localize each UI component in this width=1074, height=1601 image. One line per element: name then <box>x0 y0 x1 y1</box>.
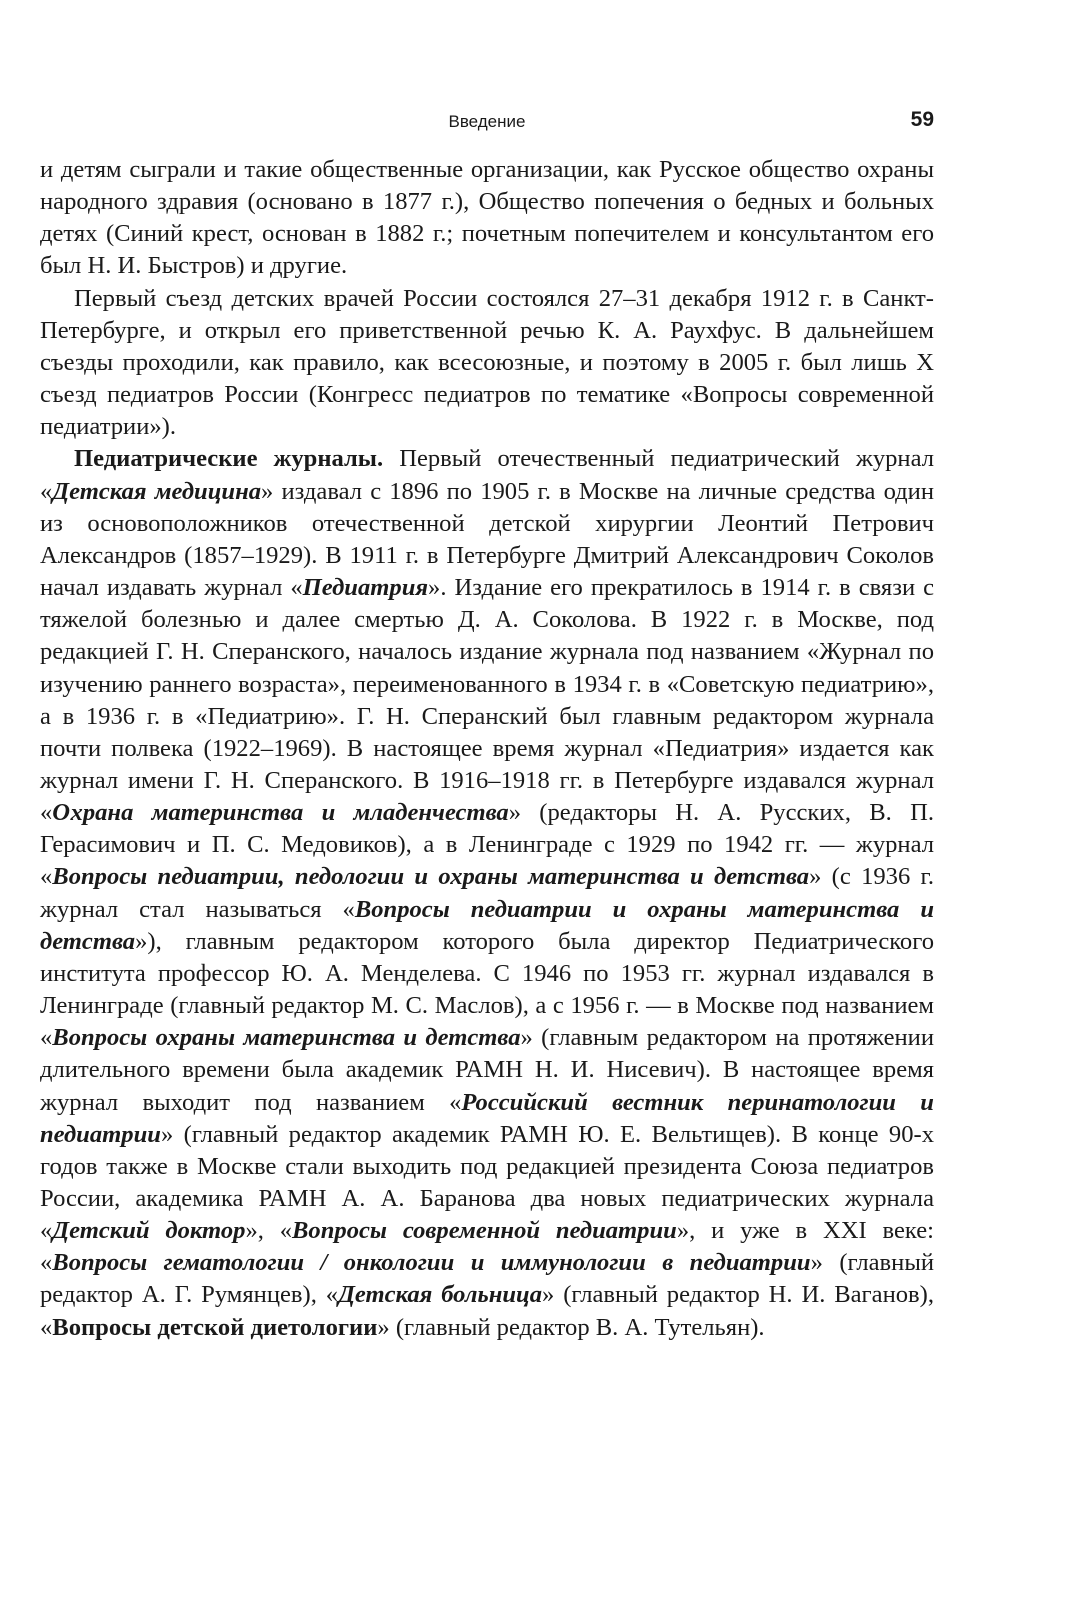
journal-title: Вопросы детской диетологии <box>52 1313 378 1341</box>
run-in-heading: Педиатрические журналы. <box>74 445 384 473</box>
journal-title: Педиатрия <box>302 574 429 602</box>
paragraph-text: » издавал с 1896 по 1905 г. в Москве на личные средства один из основоположников отечественной детской хирургии Леонтий Петрович Александров (1857–1929). В 1911 г. в Петербурге Дмитрий Александрович Соколов начал издавать журнал « <box>40 477 934 602</box>
paragraph <box>40 443 934 1343</box>
paragraph-text: » (главным редактором на протяжении длительного времени была академик РАМН Н. И. Нисевич). В настоящее время журнал выходит под названием « <box>40 1024 934 1116</box>
book-page <box>40 0 934 1601</box>
body-text <box>40 154 934 1344</box>
section-title: Введение <box>448 112 526 131</box>
journal-title: Вопросы гематологии / онкологии и иммунологии в педиатрии <box>52 1249 811 1277</box>
paragraph-text: » (с 1936 г. журнал стал называться « <box>40 863 935 923</box>
paragraph-text: » (главный редактор В. А. Тутельян). <box>377 1313 765 1341</box>
paragraph-text: »), главным редактором которого была директор Педиатрического института профессор Ю. А. Менделева. С 1946 по 1953 гг. журнал издавался в Ленинграде (главный редактор М. С. Маслов), а с 1956 г. — в Москве под названием « <box>40 927 934 1052</box>
paragraph-text: » (главный редактор академик РАМН Ю. Е. Вельтищев). В конце 90-х годов также в Москве стали выходить под редакцией президента Союза педиатров России, академика РАМН А. А. Баранова два новых педиатрических журнала « <box>40 1120 934 1245</box>
journal-title: Детская медицина <box>52 477 262 505</box>
paragraph <box>40 283 934 444</box>
journal-title: Детский доктор <box>52 1217 246 1245</box>
journal-title: Охрана материнства и младенчества <box>52 799 509 827</box>
page-number: 59 <box>910 108 934 131</box>
journal-title: Вопросы современной педиатрии <box>292 1217 677 1245</box>
journal-title: Вопросы педиатрии, педологии и охраны материнства и детства <box>52 863 810 891</box>
paragraph-text: » (главный редактор Н. И. Ваганов), « <box>40 1281 934 1341</box>
paragraph-text: ». Издание его прекратилось в 1914 г. в связи с тяжелой болезнью и далее смертью Д. А. Соколова. В 1922 г. в Москве, под редакцией Г. Н. Сперанского, началось издание журнала под названием «Журнал по изучению раннего возраста», переименованного в 1934 г. в «Советскую педиатрию», а в 1936 г. в «Педиатрию». Г. Н. Сперанский был главным редактором журнала почти полвека (1922–1969). В настоящее время журнал «Педиатрия» издается как журнал имени Г. Н. Сперанского. В 1916–1918 гг. в Петербурге издавался журнал « <box>40 574 934 827</box>
journal-title: Детская больница <box>338 1281 543 1309</box>
journal-title: Российский вестник перинатологии и педиатрии <box>40 1088 934 1148</box>
paragraph-text: Первый съезд детских врачей России состоялся 27–31 декабря 1912 г. в Санкт-Петербурге, и открыл его приветственной речью К. А. Раухфус. В дальнейшем съезды проходили, как правило, как всесоюзные, и поэтому в 2005 г. был лишь X съезд педиатров России (Конгресс педиатров по тематике «Вопросы современной педиатрии»). <box>40 284 934 441</box>
running-head <box>40 108 934 138</box>
paragraph-text: », « <box>245 1217 293 1245</box>
paragraph-text: » (главный редактор А. Г. Румянцев), « <box>40 1249 935 1309</box>
paragraph-text: Первый отечественный педиатрический журнал « <box>40 445 934 505</box>
paragraph-text: и детям сыграли и такие общественные организации, как Русское общество охраны народного здравия (основано в 1877 г.), Общество попечения о бедных и больных детях (Синий крест, основан в 1882 г.; почетным попечителем и консультантом его был Н. И. Быстров) и другие. <box>40 156 934 280</box>
paragraph-text: » (редакторы Н. А. Русских, В. П. Герасимович и П. С. Медовиков), а в Ленинграде с 1929 по 1942 гг. — журнал « <box>40 799 934 891</box>
journal-title: Вопросы охраны материнства и детства <box>52 1024 521 1052</box>
paragraph <box>40 154 934 283</box>
journal-title: Вопросы педиатрии и охраны материнства и детства <box>40 895 934 955</box>
paragraph-text: », и уже в XXI веке: « <box>40 1217 934 1277</box>
